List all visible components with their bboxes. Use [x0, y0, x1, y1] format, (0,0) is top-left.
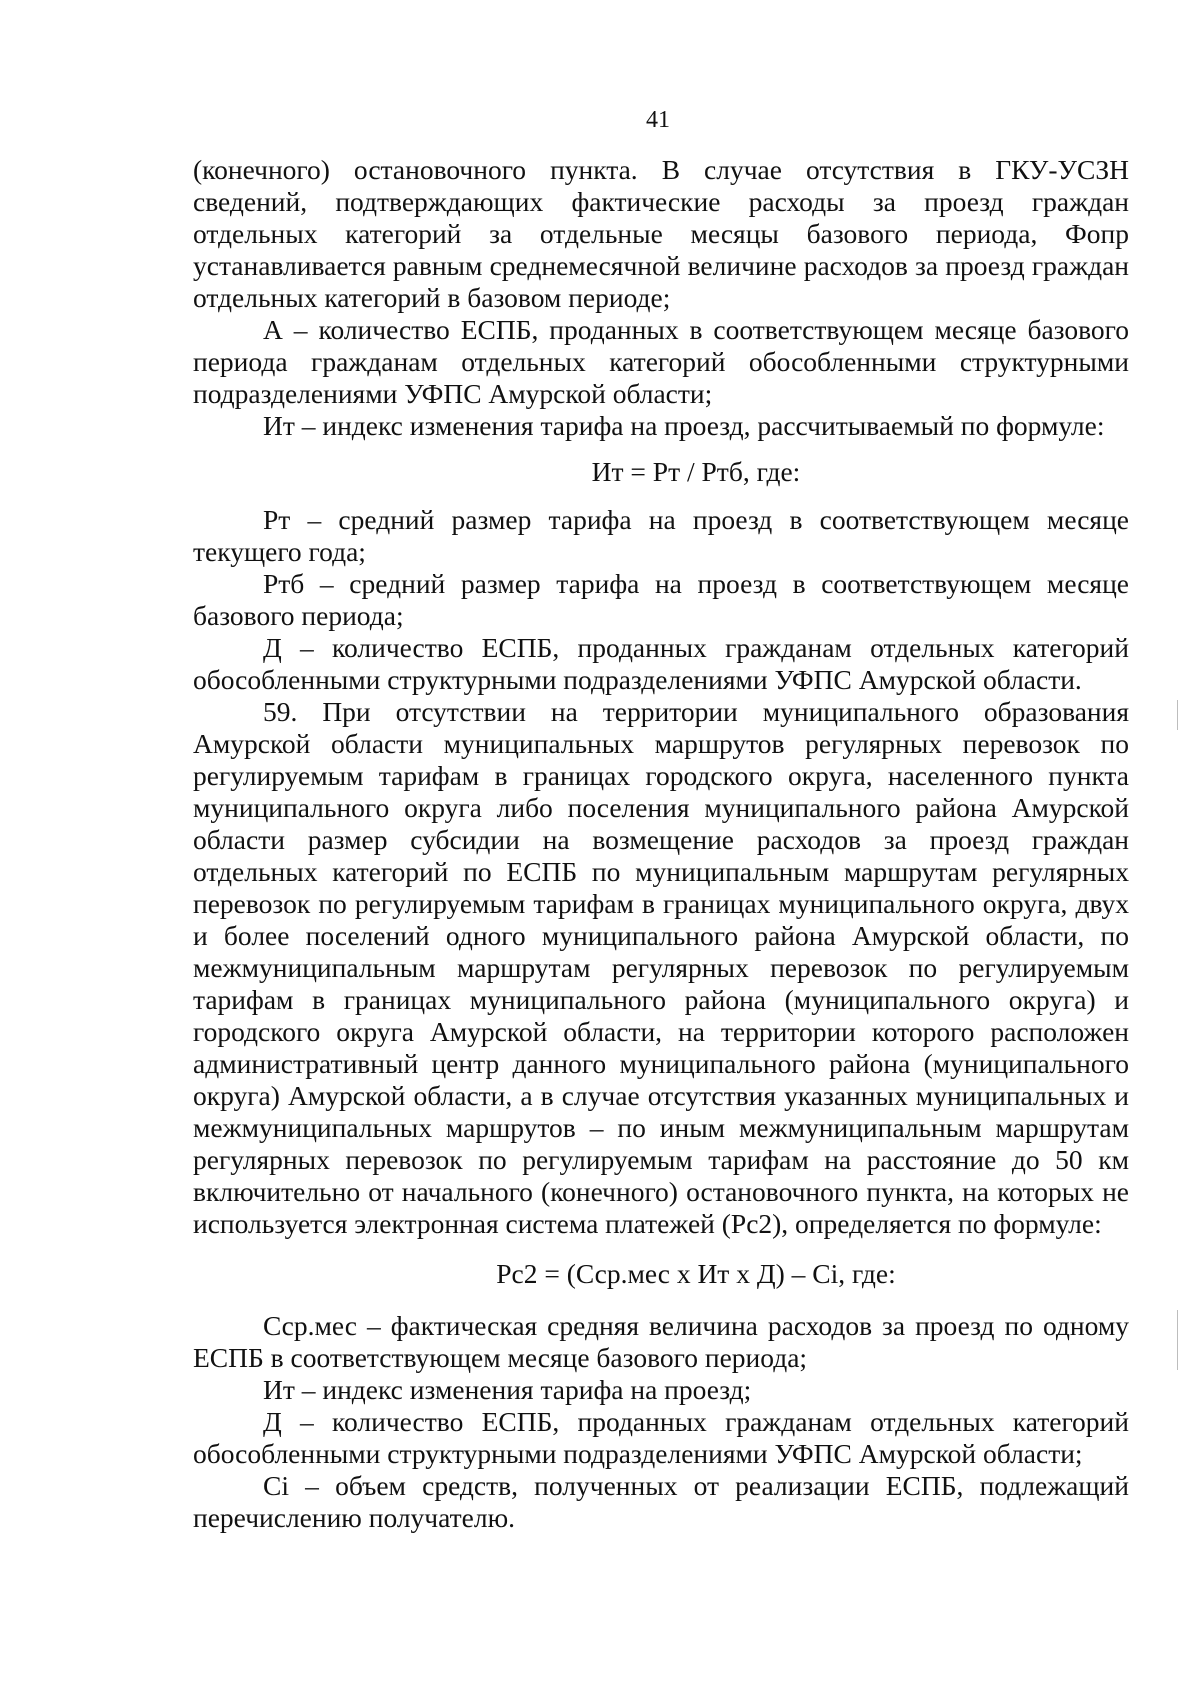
paragraph-definition-a: А – количество ЕСПБ, проданных в соответствующем месяце базового периода гражданам отдельных категорий обособленными структурными подразделениями УФПС Амурской области; [193, 314, 1129, 409]
paragraph-definition-d-2: Д – количество ЕСПБ, проданных гражданам отдельных категорий обособленными структурными подразделениями УФПС Амурской области; [193, 1406, 1129, 1469]
paragraph-definition-d: Д – количество ЕСПБ, проданных гражданам отдельных категорий обособленными структурными подразделениями УФПС Амурской области. [193, 632, 1129, 695]
scan-edge-mark [1177, 1310, 1178, 1370]
formula-it: Ит = Рт / Ртб, где: [591, 456, 801, 487]
paragraph-definition-si: Сi – объем средств, полученных от реализации ЕСПБ, подлежащий перечислению получателю. [193, 1470, 1129, 1533]
paragraph-continuation: (конечного) остановочного пункта. В случае отсутствия в ГКУ-УСЗН сведений, подтверждающих фактические расходы за проезд граждан отдельных категорий за отдельные месяцы базового периода, Фопр устанавливается равным среднемесячной величине расходов за проезд граждан отдельных категорий в базовом периоде; [193, 154, 1129, 313]
scan-edge-mark [1177, 700, 1178, 730]
paragraph-definition-rt: Рт – средний размер тарифа на проезд в соответствующем месяце текущего года; [193, 504, 1129, 567]
document-body [193, 154, 1129, 1534]
paragraph-definition-rtb: Ртб – средний размер тарифа на проезд в соответствующем месяце базового периода; [193, 568, 1129, 631]
paragraph-definition-it-2: Ит – индекс изменения тарифа на проезд; [263, 1374, 752, 1405]
paragraph-definition-ssr: Сср.мес – фактическая средняя величина расходов за проезд по одному ЕСПБ в соответствующем месяце базового периода; [193, 1310, 1129, 1373]
paragraph-definition-it: Ит – индекс изменения тарифа на проезд, рассчитываемый по формуле: [263, 410, 1105, 441]
page-number: 41 [646, 107, 670, 133]
paragraph-59: 59. При отсутствии на территории муниципального образования Амурской области муниципальных маршрутов регулярных перевозок по регулируемым тарифам в границах городского округа, населенного пункта муниципального округа либо поселения муниципального района Амурской области размер субсидии на возмещение расходов за проезд граждан отдельных категорий по ЕСПБ по муниципальным маршрутам регулярных перевозок по регулируемым тарифам в границах муниципального округа, двух и более поселений одного муниципального района Амурской области, по межмуниципальным маршрутам регулярных перевозок по регулируемым тарифам в границах муниципального района (муниципального округа) и городского округа Амурской области, на территории которого расположен административный центр данного муниципального района (муниципального округа) Амурской области, а в случае отсутствия указанных муниципальных и межмуниципальных маршрутов – по иным межмуниципальным маршрутам регулярных перевозок по регулируемым тарифам на расстояние до 50 км включительно от начального (конечного) остановочного пункта, на которых не используется электронная система платежей (Рс2), определяется по формуле: [193, 696, 1129, 1239]
formula-rs2: Рс2 = (Сср.мес х Ит х Д) – Сi, где: [496, 1258, 896, 1289]
